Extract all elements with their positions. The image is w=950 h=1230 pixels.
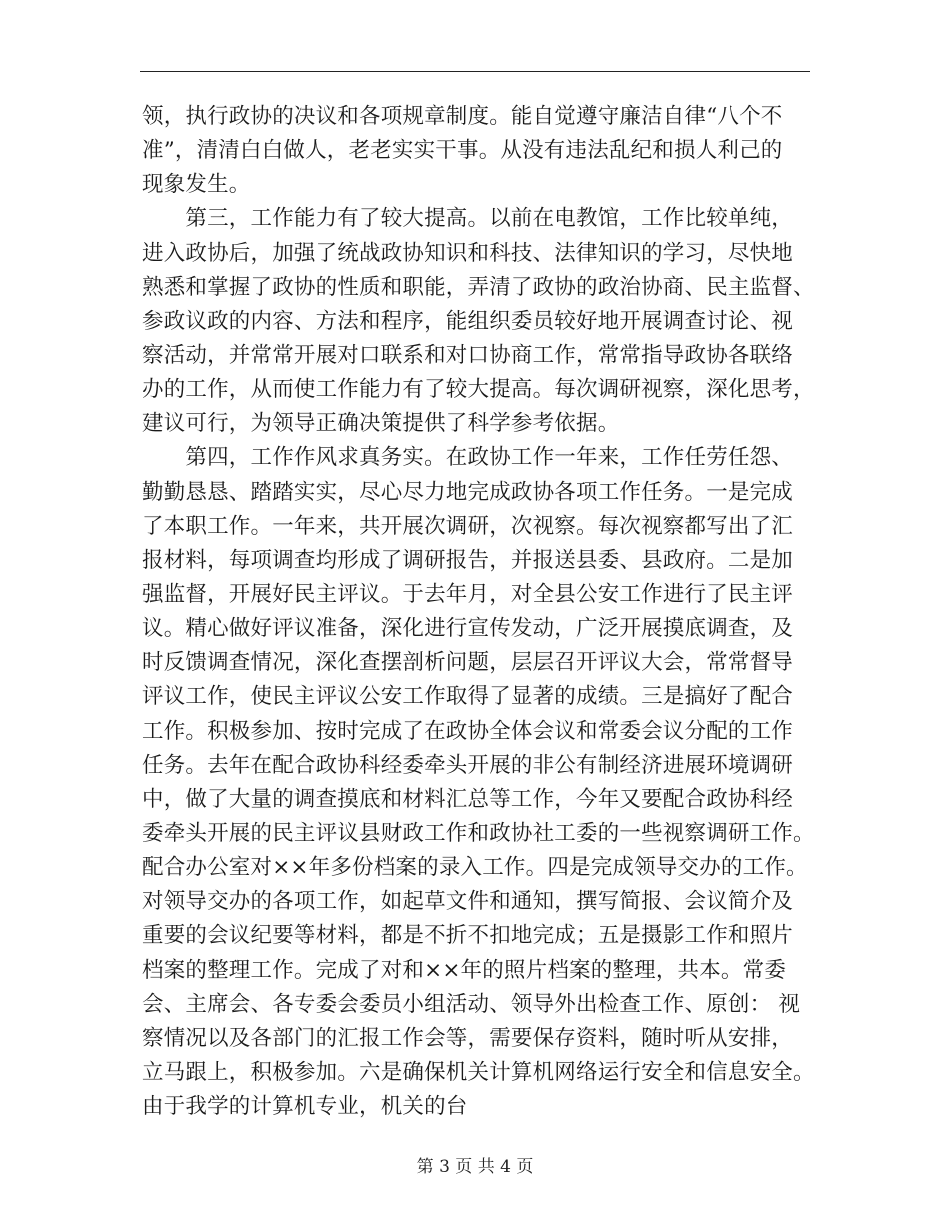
text-line: 由于我学的计算机专业，机关的台: [142, 1094, 468, 1120]
text-line: 强监督，开展好民主评议。于去年月，对全县公安工作进行了民主评: [142, 581, 794, 607]
text-line: 进入政协后，加强了统战政协知识和科技、法律知识的学习，尽快地: [142, 240, 794, 266]
text-line: 了本职工作。一年来，共开展次调研，次视察。每次视察都写出了汇: [142, 513, 794, 539]
document-body: [142, 100, 815, 1124]
text-line: 察情况以及各部门的汇报工作会等，需要保存资料，随时听从安排，: [142, 1025, 794, 1051]
header-rule: [140, 71, 810, 72]
text-line: 现象发生。: [142, 172, 251, 198]
text-line: 办的工作，从而使工作能力有了较大提高。每次调研视察，深化思考，: [142, 377, 815, 403]
text-line: 察活动，并常常开展对口联系和对口协商工作，常常指导政协各联络: [142, 342, 794, 368]
text-line: 第四，工作作风求真务实。在政协工作一年来，工作任劳任怨、: [142, 445, 794, 471]
text-line: 配合办公室对××年多份档案的录入工作。四是完成领导交办的工作。: [142, 855, 808, 881]
text-line: 委牵头开展的民主评议县财政工作和政协社工委的一些视察调研工作。: [142, 820, 815, 846]
text-line: 任务。去年在配合政协科经委牵头开展的非公有制经济进展环境调研: [142, 752, 794, 778]
text-line: 熟悉和掌握了政协的性质和职能，弄清了政协的政治协商、民主监督、: [142, 274, 815, 300]
text-line: 工作。积极参加、按时完成了在政协全体会议和常委会议分配的工作: [142, 718, 794, 744]
text-line: 会、主席会、各专委会委员小组活动、领导外出检查工作、原创： 视: [142, 991, 801, 1017]
text-line: 立马跟上，积极参加。六是确保机关计算机网络运行安全和信息安全。: [142, 1059, 815, 1085]
text-line: 勤勤恳恳、踏踏实实，尽心尽力地完成政协各项工作任务。一是完成: [142, 479, 794, 505]
text-line: 报材料，每项调查均形成了调研报告，并报送县委、县政府。二是加: [142, 547, 794, 573]
page-number-footer: 第 3 页 共 4 页: [416, 1157, 534, 1177]
text-line: 参政议政的内容、方法和程序，能组织委员较好地开展调查讨论、视: [142, 308, 794, 334]
text-line: 对领导交办的各项工作，如起草文件和通知，撰写简报、会议简介及: [142, 889, 794, 915]
text-line: 建议可行，为领导正确决策提供了科学参考依据。: [142, 411, 620, 437]
text-line: 第三，工作能力有了较大提高。以前在电教馆，工作比较单纯，: [142, 206, 794, 232]
text-line: 评议工作，使民主评议公安工作取得了显著的成绩。三是搞好了配合: [142, 684, 794, 710]
text-line: 中，做了大量的调查摸底和材料汇总等工作，今年又要配合政协科经: [142, 786, 794, 812]
text-line: 准”，清清白白做人，老老实实干事。从没有违法乱纪和损人利己的: [142, 138, 783, 164]
text-line: 档案的整理工作。完成了对和××年的照片档案的整理，共本。常委: [142, 957, 787, 983]
text-line: 时反馈调查情况，深化查摆剖析问题，层层召开评议大会，常常督导: [142, 650, 794, 676]
text-line: 重要的会议纪要等材料，都是不折不扣地完成；五是摄影工作和照片: [142, 923, 794, 949]
text-line: 议。精心做好评议准备，深化进行宣传发动，广泛开展摸底调查，及: [142, 616, 794, 642]
text-line: 领，执行政协的决议和各项规章制度。能自觉遵守廉洁自律“八个不: [142, 104, 783, 129]
